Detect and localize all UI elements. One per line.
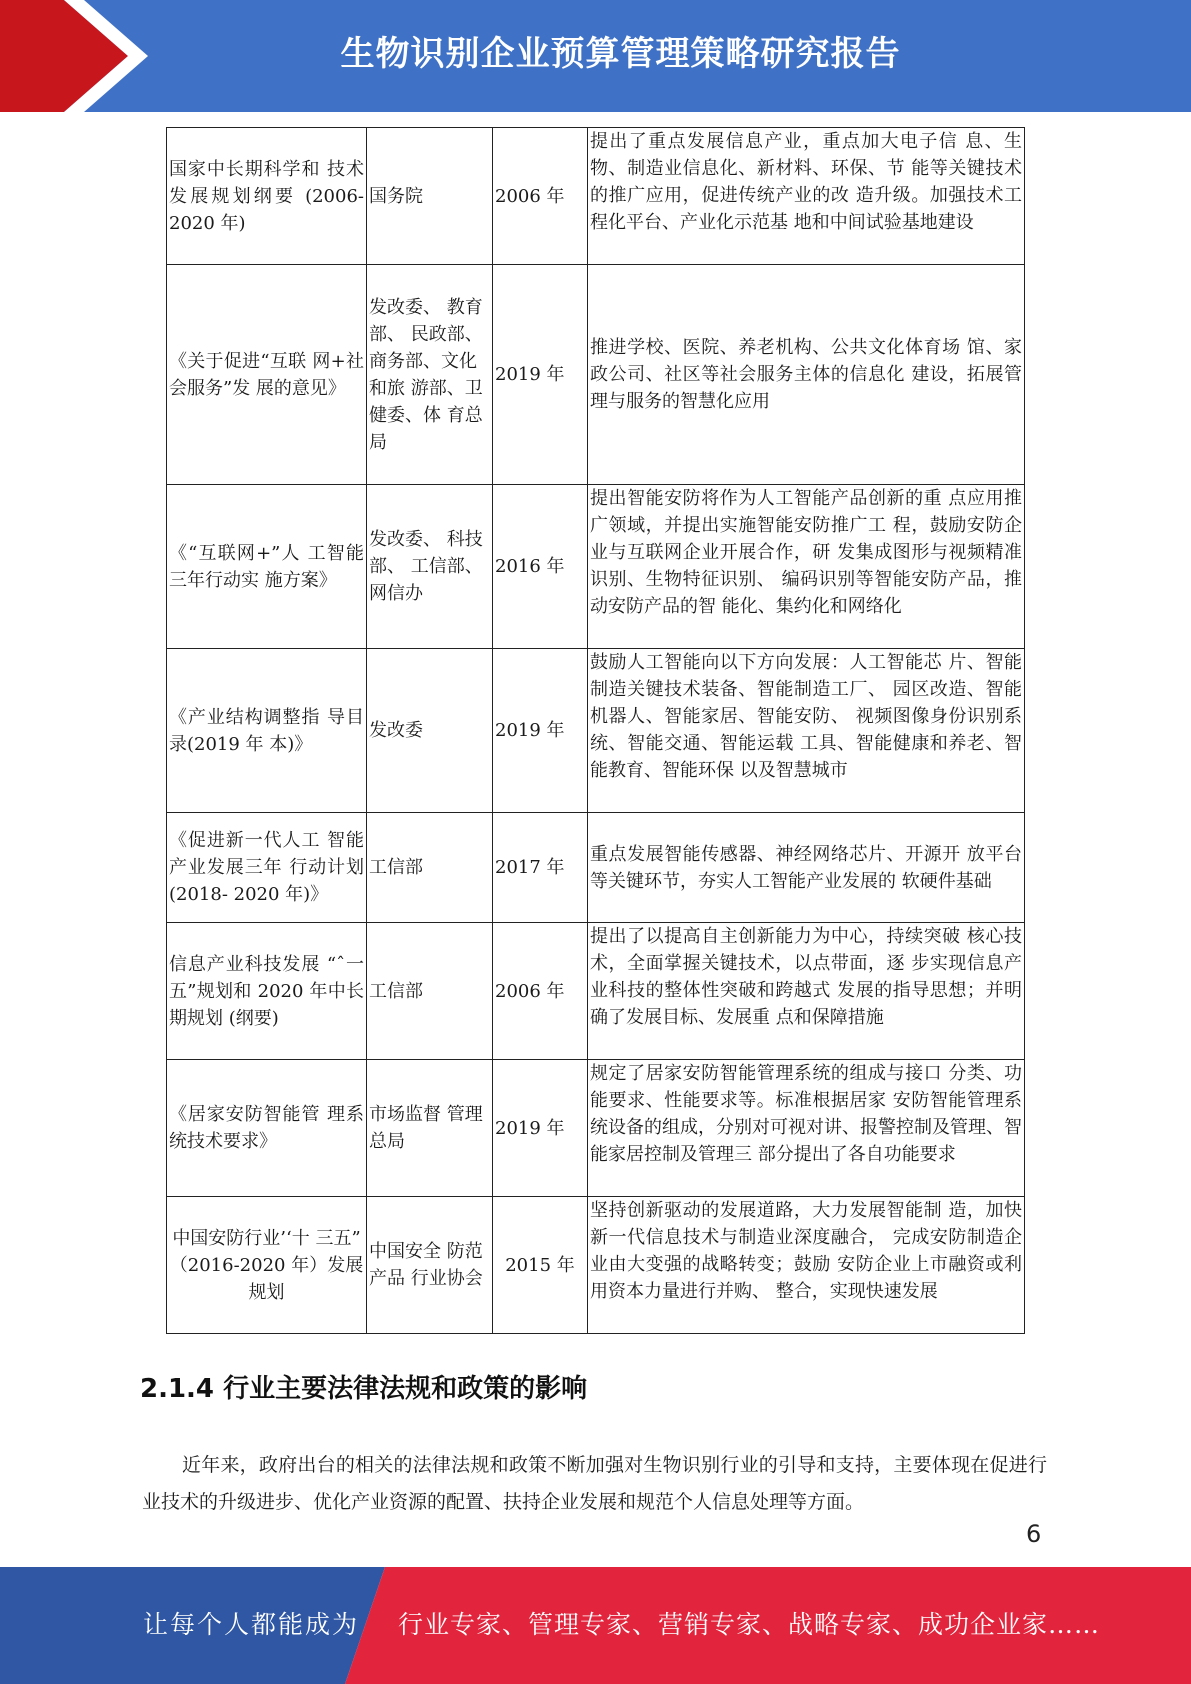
policy-content: 规定了居家安防智能管理系统的组成与接口 分类、功能要求、性能要求等。标准根据居家 安防智能管理系统设备的组成，分别对可视对讲、报警控制及管理、智能家居控制及管理三 部分提出了各自功能要求: [588, 1060, 1025, 1197]
table-row: [167, 923, 1025, 1060]
policy-name: 信息产业科技发展 “ˆ一五”规划和 2020 年中长期规划 (纲要): [167, 923, 367, 1060]
table-row: [167, 485, 1025, 649]
page-header: [0, 0, 1191, 112]
policy-issuer: 市场监督 管理总局: [367, 1060, 493, 1197]
policy-name: 《关于促进“互联 网+社会服务”发 展的意见》: [167, 265, 367, 485]
policy-year: 2015 年: [493, 1197, 588, 1334]
policy-content: 鼓励人工智能向以下方向发展：人工智能芯 片、智能制造关键技术装备、智能制造工厂、 园区改造、智能机器人、智能家居、智能安防、 视频图像身份识别系统、智能交通、智能运载 工具、智能健康和养老、智能教育、智能环保 以及智慧城市: [588, 649, 1025, 813]
policy-name: 《居家安防智能管 理系统技术要求》: [167, 1060, 367, 1197]
policy-issuer: 发改委: [367, 649, 493, 813]
body-paragraph: 近年来，政府出台的相关的法律法规和政策不断加强对生物识别行业的引导和支持，主要体现在促进行业技术的升级进步、优化产业资源的配置、扶持企业发展和规范个人信息处理等方面。: [142, 1454, 1047, 1513]
policy-content: 坚持创新驱动的发展道路，大力发展智能制 造，加快新一代信息技术与制造业深度融合， 完成安防制造企业由大变强的战略转变；鼓励 安防企业上市融资或利用资本力量进行并购、 整合，实现快速发展: [588, 1197, 1025, 1334]
policy-table: [166, 127, 1025, 1334]
policy-content: 推进学校、医院、养老机构、公共文化体育场 馆、家政公司、社区等社会服务主体的信息化 建设，拓展管理与服务的智慧化应用: [588, 265, 1025, 485]
policy-issuer: 工信部: [367, 923, 493, 1060]
policy-content: 提出了重点发展信息产业，重点加大电子信 息、生物、制造业信息化、新材料、环保、节 能等关键技术的推广应用，促进传统产业的改 造升级。加强技术工程化平台、产业化示范基 地和中间试验基地建设: [588, 128, 1025, 265]
policy-content: 重点发展智能传感器、神经网络芯片、开源开 放平台等关键环节，夯实人工智能产业发展的 软硬件基础: [588, 813, 1025, 923]
policy-year: 2019 年: [493, 265, 588, 485]
page-footer: [0, 1567, 1191, 1684]
policy-name: 《“互联网+”人 工智能三年行动实 施方案》: [167, 485, 367, 649]
table-row: [167, 1197, 1025, 1334]
policy-year: 2006 年: [493, 923, 588, 1060]
policy-name: 国家中长期科学和 技术发展规划纲要 (2006-2020 年): [167, 128, 367, 265]
header-arrow-decoration: [0, 0, 160, 112]
policy-year: 2017 年: [493, 813, 588, 923]
table-row: [167, 128, 1025, 265]
table-row: [167, 649, 1025, 813]
footer-slogan-left: 让每个人都能成为: [143, 1610, 360, 1639]
policy-content: 提出了以提高自主创新能力为中心，持续突破 核心技术，全面掌握关键技术，以点带面，逐 步实现信息产业科技的整体性突破和跨越式 发展的指导思想；并明确了发展目标、发展重 点和保障措施: [588, 923, 1025, 1060]
policy-year: 2006 年: [493, 128, 588, 265]
section-heading: 2.1.4 行业主要法律法规和政策的影响: [140, 1374, 588, 1404]
policy-name: 中国安防行业’‘十 三五” （2016-2020 年）发展规划: [167, 1197, 367, 1334]
policy-issuer: 国务院: [367, 128, 493, 265]
table-row: [167, 1060, 1025, 1197]
policy-issuer: 发改委、 教育部、 民政部、 商务部、文化和旅 游部、卫 健委、体 育总局: [367, 265, 493, 485]
policy-content: 提出智能安防将作为人工智能产品创新的重 点应用推广领域，并提出实施智能安防推广工 程，鼓励安防企业与互联网企业开展合作，研 发集成图形与视频精准识别、生物特征识别、 编码识别等智能安防产品，推动安防产品的智 能化、集约化和网络化: [588, 485, 1025, 649]
policy-name: 《促进新一代人工 智能产业发展三年 行动计划(2018- 2020 年)》: [167, 813, 367, 923]
policy-name: 《产业结构调整指 导目录(2019 年 本)》: [167, 649, 367, 813]
table-row: [167, 265, 1025, 485]
report-title: 生物识别企业预算管理策略研究报告: [340, 34, 901, 74]
policy-issuer: 发改委、 科技部、 工信部、 网信办: [367, 485, 493, 649]
policy-year: 2019 年: [493, 1060, 588, 1197]
policy-issuer: 工信部: [367, 813, 493, 923]
policy-issuer: 中国安全 防范产品 行业协会: [367, 1197, 493, 1334]
table-row: [167, 813, 1025, 923]
footer-slogan-right: 行业专家、管理专家、营销专家、战略专家、成功企业家……: [398, 1610, 1101, 1639]
policy-year: 2019 年: [493, 649, 588, 813]
policy-year: 2016 年: [493, 485, 588, 649]
page-number: 6: [1026, 1520, 1042, 1548]
